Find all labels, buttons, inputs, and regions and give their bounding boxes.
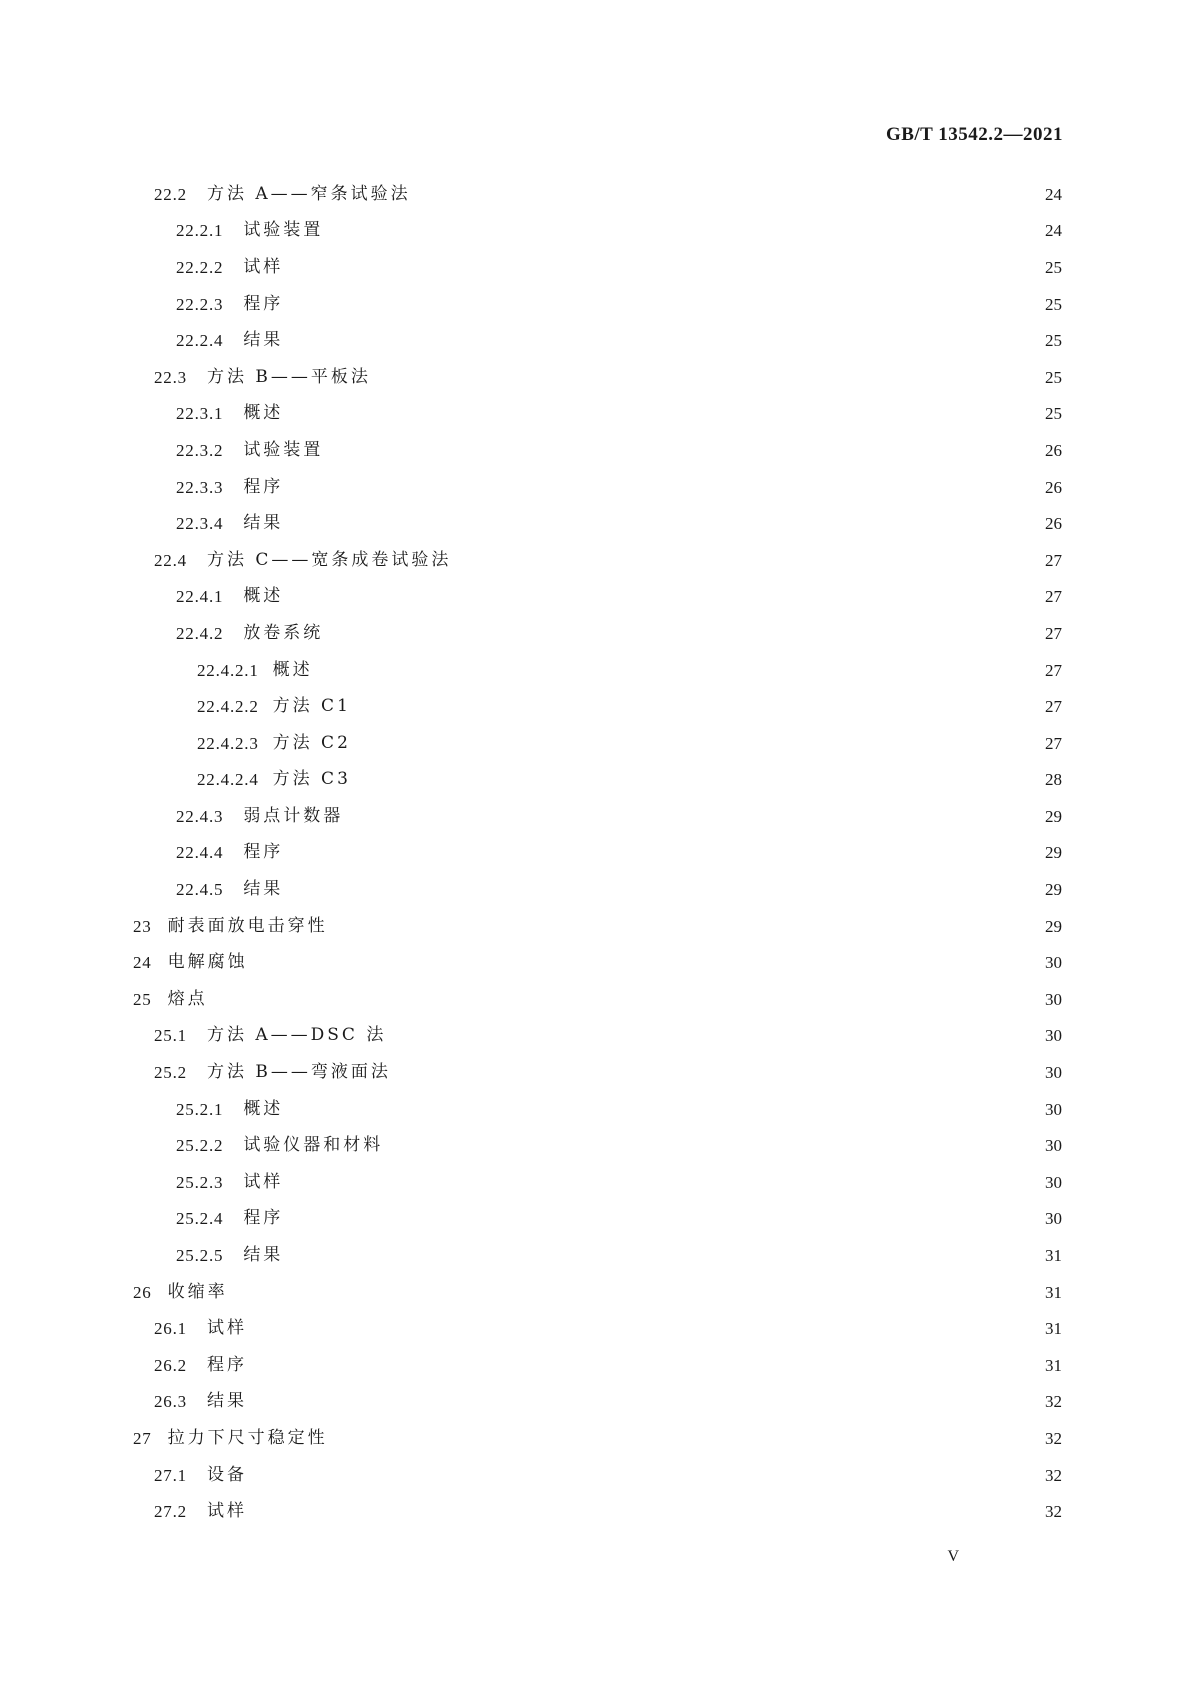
toc-entry-page: 31 bbox=[1045, 1282, 1062, 1302]
dot-leader bbox=[335, 625, 1028, 642]
toc-entry[interactable] bbox=[0, 213, 1191, 250]
toc-entry-number: 22.3.1 bbox=[176, 404, 224, 424]
dot-leader bbox=[355, 808, 1028, 825]
toc-entry[interactable] bbox=[0, 579, 1191, 616]
dot-leader bbox=[313, 662, 1028, 679]
toc-entry-page: 30 bbox=[1045, 953, 1062, 973]
dot-leader bbox=[259, 1393, 1028, 1410]
dot-leader bbox=[335, 442, 1028, 459]
toc-entry-title: 程序 bbox=[206, 1354, 247, 1375]
toc-entry-page: 29 bbox=[1045, 880, 1062, 900]
toc-entry-title: 方法 B——弯液面法 bbox=[206, 1062, 391, 1083]
toc-entry[interactable] bbox=[0, 944, 1191, 981]
dot-leader bbox=[295, 1210, 1028, 1227]
toc-entry-title: 方法 A——窄条试验法 bbox=[206, 183, 411, 204]
dot-leader bbox=[398, 1027, 1028, 1044]
toc-entry[interactable] bbox=[0, 469, 1191, 506]
toc-entry-title: 试样 bbox=[243, 1171, 284, 1192]
toc-entry-number: 22.2.3 bbox=[176, 294, 224, 314]
page-number: V bbox=[947, 1548, 959, 1565]
toc-entry-title: 程序 bbox=[243, 1208, 284, 1229]
toc-entry-title: 方法 C1 bbox=[272, 696, 351, 717]
toc-entry[interactable] bbox=[0, 322, 1191, 359]
toc-entry-number: 22.4.2.4 bbox=[197, 770, 259, 790]
toc-entry-number: 22.2.2 bbox=[176, 257, 224, 277]
toc-entry[interactable] bbox=[0, 432, 1191, 469]
toc-entry-number: 22.4.1 bbox=[176, 587, 224, 607]
toc-entry-page: 32 bbox=[1045, 1428, 1062, 1448]
toc-entry-number: 22.4.2.3 bbox=[197, 733, 259, 753]
toc-entry[interactable] bbox=[0, 1018, 1191, 1055]
dot-leader bbox=[259, 1320, 1028, 1337]
toc-entry-page: 31 bbox=[1045, 1319, 1062, 1339]
toc-entry-page: 27 bbox=[1045, 587, 1062, 607]
toc-entry-title: 试样 bbox=[206, 1501, 247, 1522]
toc-entry-page: 30 bbox=[1045, 1063, 1062, 1083]
dot-leader bbox=[295, 844, 1028, 861]
toc-entry-page: 25 bbox=[1045, 331, 1062, 351]
toc-entry-page: 28 bbox=[1045, 770, 1062, 790]
toc-entry-number: 26.1 bbox=[154, 1319, 187, 1339]
dot-leader bbox=[295, 479, 1028, 496]
toc-entry-number: 26.2 bbox=[154, 1355, 187, 1375]
toc-entry-number: 22.3 bbox=[154, 367, 187, 387]
toc-entry-page: 24 bbox=[1045, 184, 1062, 204]
toc-entry-page: 27 bbox=[1045, 697, 1062, 717]
toc-entry[interactable] bbox=[0, 286, 1191, 323]
toc-entry-page: 29 bbox=[1045, 916, 1062, 936]
toc-entry-title: 程序 bbox=[243, 842, 284, 863]
toc-entry[interactable] bbox=[0, 249, 1191, 286]
dot-leader bbox=[295, 515, 1028, 532]
toc-entry-page: 30 bbox=[1045, 1209, 1062, 1229]
dot-leader bbox=[423, 186, 1028, 203]
toc-entry-title: 熔点 bbox=[167, 988, 208, 1009]
toc-entry[interactable] bbox=[0, 1347, 1191, 1384]
toc-entry-title: 结果 bbox=[243, 330, 284, 351]
toc-entry-title: 试样 bbox=[243, 256, 284, 277]
toc-entry-number: 25.2.5 bbox=[176, 1246, 224, 1266]
dot-leader bbox=[383, 369, 1028, 386]
toc-entry[interactable] bbox=[0, 725, 1191, 762]
toc-entry[interactable] bbox=[0, 688, 1191, 725]
dot-leader bbox=[295, 405, 1028, 422]
toc-entry-number: 25.2.3 bbox=[176, 1172, 224, 1192]
toc-entry-page: 27 bbox=[1045, 733, 1062, 753]
toc-entry-page: 32 bbox=[1045, 1392, 1062, 1412]
toc-entry-page: 26 bbox=[1045, 514, 1062, 534]
toc-entry-page: 25 bbox=[1045, 257, 1062, 277]
toc-entry[interactable] bbox=[0, 908, 1191, 945]
toc-entry-page: 30 bbox=[1045, 1172, 1062, 1192]
toc-entry-number: 22.4.2 bbox=[176, 623, 224, 643]
toc-entry-number: 22.3.2 bbox=[176, 440, 224, 460]
toc-entry[interactable] bbox=[0, 505, 1191, 542]
table-of-contents bbox=[0, 176, 1191, 1530]
toc-entry-page: 30 bbox=[1045, 1026, 1062, 1046]
toc-entry-number: 25.2.2 bbox=[176, 1136, 224, 1156]
toc-entry-title: 概述 bbox=[243, 586, 284, 607]
toc-entry-title: 结果 bbox=[206, 1391, 247, 1412]
toc-entry-page: 26 bbox=[1045, 440, 1062, 460]
toc-entry-title: 方法 B——平板法 bbox=[206, 366, 371, 387]
toc-entry-number: 27.1 bbox=[154, 1465, 187, 1485]
toc-entry-page: 27 bbox=[1045, 550, 1062, 570]
dot-leader bbox=[220, 991, 1028, 1008]
toc-entry[interactable] bbox=[0, 1164, 1191, 1201]
toc-entry[interactable] bbox=[0, 176, 1191, 213]
toc-entry[interactable] bbox=[0, 1310, 1191, 1347]
toc-entry-number: 22.2.1 bbox=[176, 221, 224, 241]
toc-entry[interactable] bbox=[0, 396, 1191, 433]
toc-entry[interactable] bbox=[0, 652, 1191, 689]
toc-entry-number: 25.2.4 bbox=[176, 1209, 224, 1229]
dot-leader bbox=[295, 296, 1028, 313]
toc-entry-title: 电解腐蚀 bbox=[167, 952, 248, 973]
dot-leader bbox=[259, 1357, 1028, 1374]
dot-leader bbox=[295, 332, 1028, 349]
toc-entry-number: 22.4.5 bbox=[176, 880, 224, 900]
toc-entry-page: 25 bbox=[1045, 294, 1062, 314]
dot-leader bbox=[351, 771, 1028, 788]
toc-entry-number: 22.4.3 bbox=[176, 806, 224, 826]
toc-entry-number: 26 bbox=[133, 1282, 152, 1302]
toc-entry-title: 概述 bbox=[272, 659, 313, 680]
toc-entry-title: 耐表面放电击穿性 bbox=[167, 915, 328, 936]
toc-entry-number: 24 bbox=[133, 953, 152, 973]
dot-leader bbox=[240, 1284, 1028, 1301]
toc-entry-number: 22.4.4 bbox=[176, 843, 224, 863]
toc-entry-number: 22.4 bbox=[154, 550, 187, 570]
toc-entry-title: 结果 bbox=[243, 513, 284, 534]
toc-entry-number: 23 bbox=[133, 916, 152, 936]
toc-entry-title: 试样 bbox=[206, 1318, 247, 1339]
toc-entry-number: 22.2.4 bbox=[176, 331, 224, 351]
toc-entry-page: 27 bbox=[1045, 660, 1062, 680]
dot-leader bbox=[259, 1467, 1028, 1484]
toc-entry[interactable] bbox=[0, 1054, 1191, 1091]
toc-entry[interactable] bbox=[0, 1274, 1191, 1311]
toc-entry-title: 结果 bbox=[243, 1245, 284, 1266]
toc-entry[interactable] bbox=[0, 1237, 1191, 1274]
toc-entry[interactable] bbox=[0, 359, 1191, 396]
toc-entry[interactable] bbox=[0, 871, 1191, 908]
dot-leader bbox=[259, 1503, 1028, 1520]
toc-entry-page: 31 bbox=[1045, 1246, 1062, 1266]
toc-entry-number: 25 bbox=[133, 989, 152, 1009]
toc-entry-title: 弱点计数器 bbox=[243, 805, 344, 826]
toc-entry-page: 30 bbox=[1045, 1136, 1062, 1156]
toc-entry-title: 程序 bbox=[243, 476, 284, 497]
toc-entry-title: 拉力下尺寸稳定性 bbox=[167, 1427, 328, 1448]
toc-entry-number: 22.4.2.1 bbox=[197, 660, 259, 680]
dot-leader bbox=[351, 698, 1028, 715]
toc-entry[interactable] bbox=[0, 1457, 1191, 1494]
toc-entry-title: 放卷系统 bbox=[243, 622, 324, 643]
toc-entry[interactable] bbox=[0, 835, 1191, 872]
dot-leader bbox=[335, 222, 1028, 239]
dot-leader bbox=[340, 918, 1028, 935]
toc-entry[interactable] bbox=[0, 1091, 1191, 1128]
toc-entry-number: 27.2 bbox=[154, 1502, 187, 1522]
toc-entry-page: 29 bbox=[1045, 806, 1062, 826]
dot-leader bbox=[295, 588, 1028, 605]
toc-entry-page: 32 bbox=[1045, 1465, 1062, 1485]
toc-entry-number: 22.3.4 bbox=[176, 514, 224, 534]
toc-entry[interactable] bbox=[0, 981, 1191, 1018]
toc-entry-page: 26 bbox=[1045, 477, 1062, 497]
toc-entry-title: 方法 A——DSC 法 bbox=[206, 1025, 387, 1046]
toc-entry-title: 概述 bbox=[243, 403, 284, 424]
toc-entry-page: 30 bbox=[1045, 1099, 1062, 1119]
dot-leader bbox=[463, 552, 1028, 569]
toc-entry-title: 概述 bbox=[243, 1098, 284, 1119]
toc-entry[interactable] bbox=[0, 1127, 1191, 1164]
toc-entry-title: 设备 bbox=[206, 1464, 247, 1485]
toc-entry-title: 收缩率 bbox=[167, 1281, 228, 1302]
toc-entry-page: 32 bbox=[1045, 1502, 1062, 1522]
toc-entry[interactable] bbox=[0, 762, 1191, 799]
standard-code: GB/T 13542.2—2021 bbox=[885, 124, 1063, 145]
dot-leader bbox=[395, 1137, 1028, 1154]
toc-entry-number: 25.2 bbox=[154, 1063, 187, 1083]
toc-entry-number: 22.4.2.2 bbox=[197, 697, 259, 717]
toc-entry-title: 结果 bbox=[243, 879, 284, 900]
toc-entry-title: 试验装置 bbox=[243, 439, 324, 460]
toc-entry-title: 程序 bbox=[243, 293, 284, 314]
toc-entry-number: 26.3 bbox=[154, 1392, 187, 1412]
toc-entry[interactable] bbox=[0, 1384, 1191, 1421]
toc-entry[interactable] bbox=[0, 1493, 1191, 1530]
toc-entry[interactable] bbox=[0, 798, 1191, 835]
dot-leader bbox=[295, 881, 1028, 898]
toc-entry[interactable] bbox=[0, 542, 1191, 579]
toc-entry-page: 30 bbox=[1045, 989, 1062, 1009]
toc-entry-number: 25.2.1 bbox=[176, 1099, 224, 1119]
toc-entry-number: 22.2 bbox=[154, 184, 187, 204]
toc-entry[interactable] bbox=[0, 1420, 1191, 1457]
toc-entry-title: 试验仪器和材料 bbox=[243, 1135, 384, 1156]
toc-entry-page: 29 bbox=[1045, 843, 1062, 863]
toc-entry-number: 27 bbox=[133, 1428, 152, 1448]
toc-entry-page: 25 bbox=[1045, 404, 1062, 424]
dot-leader bbox=[403, 1064, 1028, 1081]
dot-leader bbox=[295, 1174, 1028, 1191]
toc-entry[interactable] bbox=[0, 1201, 1191, 1238]
toc-entry-number: 22.3.3 bbox=[176, 477, 224, 497]
toc-entry-page: 31 bbox=[1045, 1355, 1062, 1375]
toc-entry-title: 方法 C2 bbox=[272, 732, 351, 753]
dot-leader bbox=[351, 735, 1028, 752]
toc-entry[interactable] bbox=[0, 615, 1191, 652]
toc-entry-page: 25 bbox=[1045, 367, 1062, 387]
toc-entry-number: 25.1 bbox=[154, 1026, 187, 1046]
toc-entry-title: 方法 C——宽条成卷试验法 bbox=[206, 549, 452, 570]
dot-leader bbox=[340, 1430, 1028, 1447]
toc-entry-page: 24 bbox=[1045, 221, 1062, 241]
dot-leader bbox=[260, 954, 1028, 971]
toc-entry-page: 27 bbox=[1045, 623, 1062, 643]
dot-leader bbox=[295, 1101, 1028, 1118]
dot-leader bbox=[295, 259, 1028, 276]
toc-entry-title: 试验装置 bbox=[243, 220, 324, 241]
toc-entry-title: 方法 C3 bbox=[272, 769, 351, 790]
dot-leader bbox=[295, 1247, 1028, 1264]
